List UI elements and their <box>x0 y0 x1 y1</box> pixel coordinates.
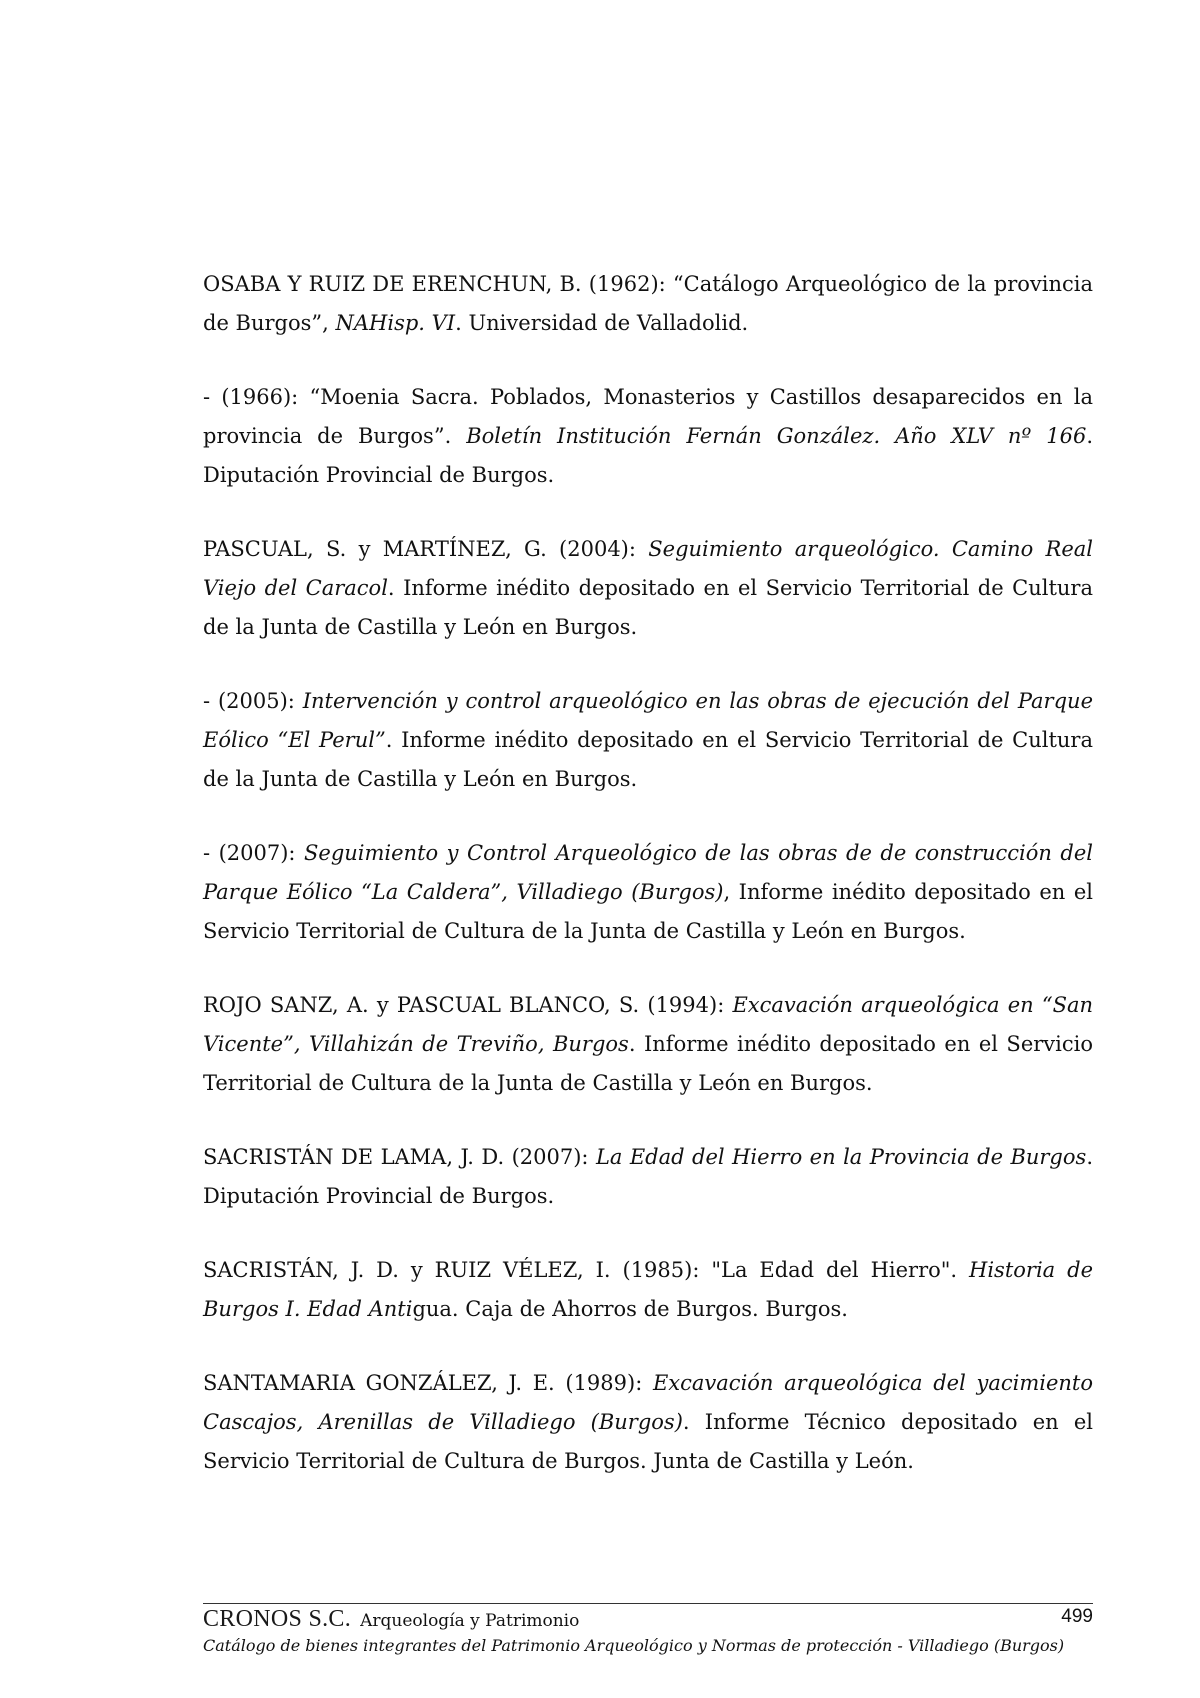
reference-title: Intervención y control arqueológico en las obras de ejecución del Parque Eólico “El Perul” <box>203 689 1093 752</box>
reference-text: gua. Caja de Ahorros de Burgos. Burgos. <box>412 1297 848 1321</box>
reference-title: Seguimiento y Control Arqueológico de las obras de de construcción del Parque Eólico “La Caldera”, Villadiego (Burgos) <box>203 841 1093 904</box>
reference-text: SANTAMARIA GONZÁLEZ, J. E. (1989): <box>203 1371 653 1395</box>
reference-text: , Informe inédito depositado en el Servicio Territorial de Cultura de la Junta de Castilla y León en Burgos. <box>203 880 1093 943</box>
reference-text: . Informe inédito depositado en el Servicio Territorial de Cultura de la Junta de Castilla y León en Burgos. <box>203 728 1093 791</box>
reference-text: . Informe inédito depositado en el Servicio Territorial de Cultura de la Junta de Castilla y León en Burgos. <box>203 576 1093 639</box>
reference-text: - (2007): <box>203 841 304 865</box>
reference-text: - (1966): “Moenia Sacra. Poblados, Monasterios y Castillos desaparecidos en la provincia de Burgos”. <box>203 385 1093 448</box>
reference-entry <box>203 1364 1093 1481</box>
reference-entry <box>203 682 1093 799</box>
reference-text: - (2005): <box>203 689 303 713</box>
reference-title: Historia de Burgos I. Edad Anti <box>203 1258 1093 1321</box>
reference-title: Excavación arqueológica en “San Vicente”, Villahizán de Treviño, Burgos <box>203 993 1093 1056</box>
reference-entry <box>203 986 1093 1103</box>
reference-entry <box>203 265 1093 343</box>
reference-text: . Informe Técnico depositado en el Servicio Territorial de Cultura de Burgos. Junta de Castilla y León. <box>203 1410 1093 1473</box>
reference-text: SACRISTÁN, J. D. y RUIZ VÉLEZ, I. (1985): "La Edad del Hierro". <box>203 1258 970 1282</box>
reference-text: ROJO SANZ, A. y PASCUAL BLANCO, S. (1994): <box>203 993 733 1017</box>
reference-entry <box>203 1138 1093 1216</box>
reference-text: PASCUAL, S. y MARTÍNEZ, G. (2004): <box>203 537 649 561</box>
reference-title: La Edad del Hierro en la Provincia de Burgos <box>595 1145 1087 1169</box>
reference-text: . Diputación Provincial de Burgos. <box>203 1145 1093 1208</box>
reference-text: SACRISTÁN DE LAMA, J. D. (2007): <box>203 1145 596 1169</box>
reference-title: NAHisp. VI <box>335 311 456 335</box>
bibliography-list <box>203 265 1093 1516</box>
reference-text: OSABA Y RUIZ DE ERENCHUN, B. (1962): “Catálogo Arqueológico de la provincia de Burgos”, <box>203 272 1093 335</box>
reference-text: . Diputación Provincial de Burgos. <box>203 424 1093 487</box>
reference-text: . Informe inédito depositado en el Servicio Territorial de Cultura de la Junta de Castilla y León en Burgos. <box>203 1032 1093 1095</box>
footer-rule <box>203 1603 1093 1604</box>
reference-title: Excavación arqueológica del yacimiento Cascajos, Arenillas de Villadiego (Burgos) <box>203 1371 1093 1434</box>
page-number: 499 <box>1061 1606 1093 1627</box>
reference-title: Seguimiento arqueológico. Camino Real Viejo del Caracol <box>203 537 1093 600</box>
catalog-title: Catálogo de bienes integrantes del Patrimonio Arqueológico y Normas de protección - Villadiego (Burgos) <box>203 1636 1065 1655</box>
reference-entry <box>203 378 1093 495</box>
page-footer <box>203 1603 1093 1655</box>
reference-text: . Universidad de Valladolid. <box>455 311 749 335</box>
reference-entry <box>203 1251 1093 1329</box>
reference-title: Boletín Institución Fernán González. Año XLV nº 166 <box>466 424 1087 448</box>
footer-brand-line <box>203 1606 1093 1634</box>
brand-subtitle: Arqueología y Patrimonio <box>360 1611 580 1631</box>
reference-entry <box>203 530 1093 647</box>
reference-entry <box>203 834 1093 951</box>
brand-name: CRONOS S.C. <box>203 1606 352 1632</box>
